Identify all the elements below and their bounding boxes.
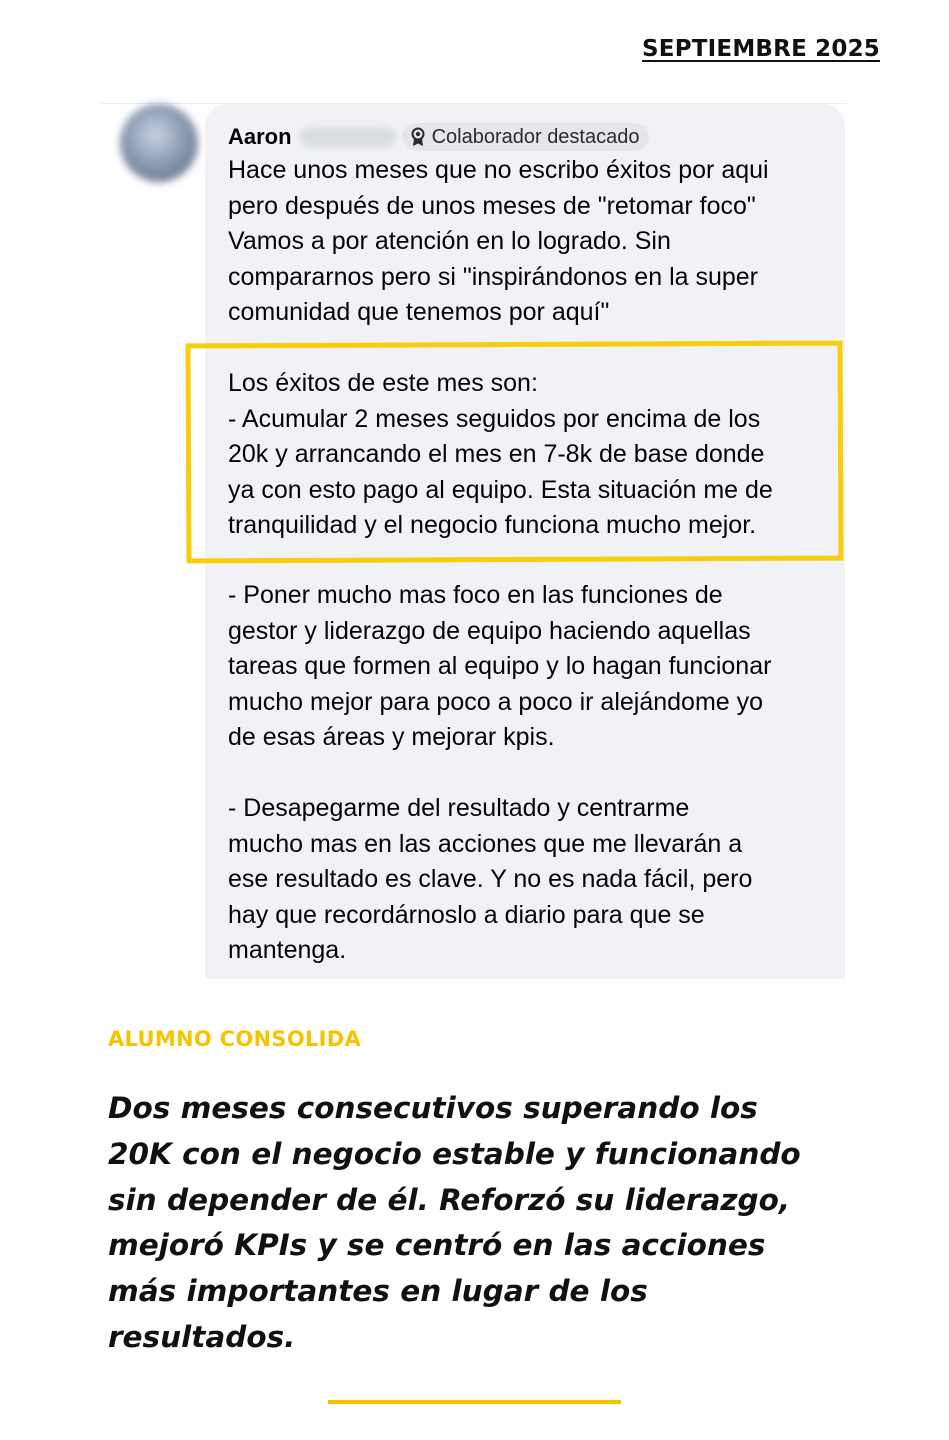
- highlight-box: [186, 341, 844, 564]
- comment-author-row: [228, 122, 649, 152]
- avatar[interactable]: [120, 104, 198, 182]
- award-ribbon-icon: [410, 127, 426, 147]
- top-contributor-badge: [402, 123, 650, 151]
- badge-label: Colaborador destacado: [431, 125, 640, 148]
- comment-paragraph-intro: Hace unos meses que no escribo éxitos por aqui pero después de unos meses de "retomar foco" Vamos a por atención en lo logrado. Sin compararnos pero si "inspirándonos en la super comunidad que tenemos por aquí": [228, 156, 769, 326]
- bottom-divider: [328, 1400, 621, 1404]
- summary-text: Dos meses consecutivos superando los 20K con el negocio estable y funcionando sin depender de él. Reforzó su liderazgo, mejoró KPIs y se centró en las acciones más importantes en lugar de los resultados.: [108, 1091, 801, 1354]
- author-name[interactable]: Aaron: [228, 124, 292, 149]
- comment-paragraph-leadership: - Poner mucho mas foco en las funciones de gestor y liderazgo de equipo haciendo aquellas tareas que formen al equipo y lo hagan funcionar mucho mejor para poco a poco ir alejándome yo de esas áreas y mejorar kpis.: [228, 581, 772, 751]
- comment-paragraph-detachment: - Desapegarme del resultado y centrarme mucho mas en las acciones que me llevarán a ese resultado es clave. Y no es nada fácil, pero hay que recordárnoslo a diario para que se mantenga.: [228, 794, 753, 964]
- comment-paragraph-achievements: Los éxitos de este mes son: - Acumular 2 meses seguidos por encima de los 20k y arrancando el mes en 7-8k de base donde ya con esto pago al equipo. Esta situación me de tranquilidad y el negocio funciona mucho mejor.: [228, 369, 773, 539]
- section-label: ALUMNO CONSOLIDA: [108, 1027, 362, 1051]
- date-label: SEPTIEMBRE 2025: [642, 36, 880, 62]
- author-surname-blurred: [300, 127, 396, 147]
